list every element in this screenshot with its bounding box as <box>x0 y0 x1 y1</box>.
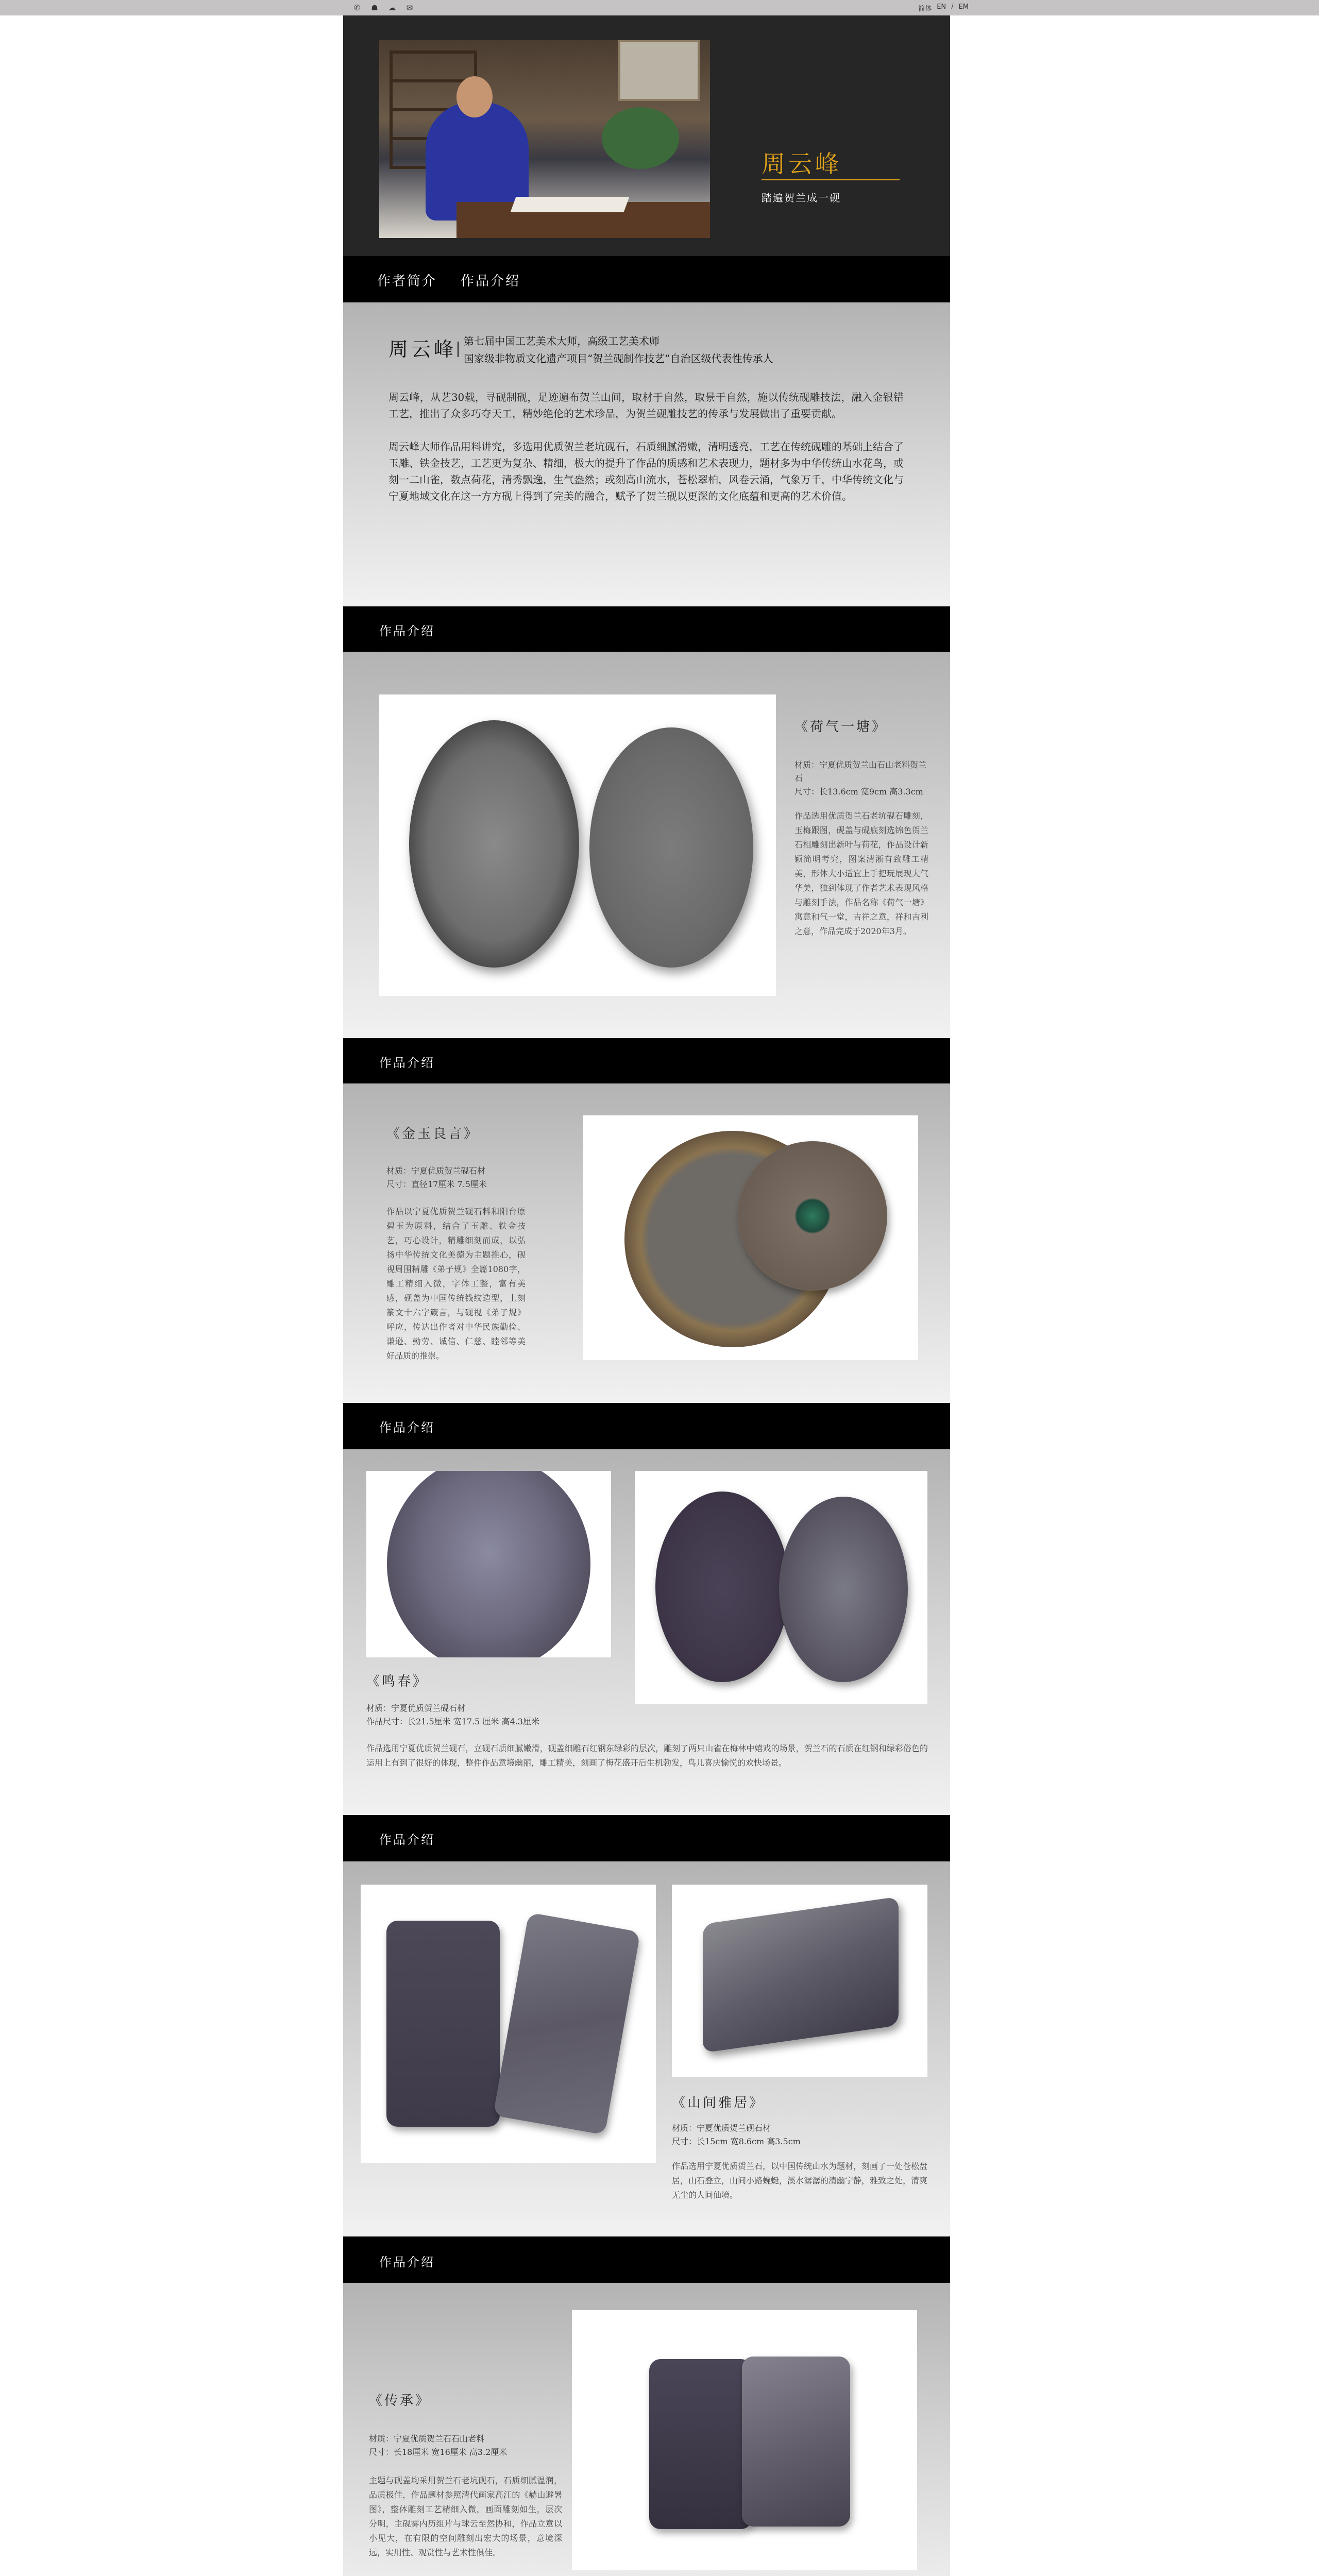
work-spec-line: 材质：宁夏优质贺兰砚石材 <box>386 1166 486 1176</box>
lang-en-link[interactable]: EN <box>937 3 946 11</box>
work-spec-line: 尺寸：长13.6cm 宽9cm 高3.3cm <box>794 787 923 796</box>
bio-section <box>343 302 950 606</box>
contact-icons <box>352 3 414 12</box>
language-switcher <box>918 3 969 13</box>
work-4-image-closed <box>672 1885 927 2077</box>
bio-title-line: 第七届中国工艺美术大师，高级工艺美术师 <box>464 335 660 347</box>
work-2-image <box>583 1115 918 1360</box>
hero-subtitle: 踏遍贺兰成一砚 <box>762 192 841 204</box>
tab-artist-intro[interactable]: 作者简介 <box>377 274 437 289</box>
top-utility-bar <box>0 0 1319 15</box>
section-title: 作品介绍 <box>379 1056 435 1070</box>
bio-paragraph-1: 周云峰，从艺30载，寻砚制砚，足迹遍布贺兰山间，取材于自然，取景于自然，施以传统砚雕技法，融入金银错工艺，推出了众多巧夺天工，精妙绝伦的艺术珍品，为贺兰砚雕技艺的传承与发展做出了重要贡献。 <box>388 391 904 420</box>
work-1-section <box>343 652 950 1038</box>
work-5-description: 主题与砚盖均采用贺兰石老坑砚石，石质细腻温润，品质极佳，作品题材参照清代画家高江的《赫山避暑图》，整体雕刻工艺精细入微，画面雕刻如生，层次分明，主砚雾内历组片与球云至然协和，作品立意以小见大，在有限的空间雕刻出宏大的场景，意境深远，实用性、观赏性与艺术性俱佳。 <box>369 2476 562 2557</box>
section-header-bar <box>343 1815 950 1861</box>
work-1-image <box>379 694 776 996</box>
hero-artist-name: 周云峰 <box>762 150 842 178</box>
lang-zh-link[interactable]: 简体 <box>918 5 932 13</box>
bio-artist-name: 周云峰 <box>388 338 457 361</box>
work-3-spec <box>366 1702 624 1728</box>
section-header-bar <box>343 606 950 652</box>
section-title: 作品介绍 <box>379 2255 435 2269</box>
bio-paragraph-2: 周云峰大师作品用料讲究，多选用优质贺兰老坑砚石，石质细腻滑嫩，清明透亮，工艺在传统砚雕的基础上结合了玉雕、铁金技艺，工艺更为复杂、精细，极大的提升了作品的质感和艺术表现力，题材多为中华传统山水花鸟，或刻一二山雀，数点荷花，清秀飘逸，生气盎然；或刻高山流水，苍松翠柏，风卷云涌，气象万千，中华传统文化与宁夏地域文化在这一方方砚上得到了完美的融合，赋予了贺兰砚以更深的文化底蕴和更高的艺术价值。 <box>388 440 904 502</box>
work-3-title: 《鸣春》 <box>366 1674 429 1689</box>
work-2-spec <box>386 1164 526 1191</box>
section-title: 作品介绍 <box>379 1420 435 1435</box>
bio-separator <box>458 342 459 357</box>
work-4-section <box>343 1861 950 2236</box>
work-spec-line: 材质：宁夏优质贺兰山石山老料贺兰石 <box>794 760 927 783</box>
work-2-section <box>343 1083 950 1403</box>
work-4-title: 《山间雅居》 <box>672 2095 765 2111</box>
section-title: 作品介绍 <box>379 1833 435 1847</box>
work-1-description: 作品选用优质贺兰石老坑砚石雕刻，玉梅跟图，砚盖与砚底刻选锦色贺兰石相雕刻出新叶与荷花，作品设计新颖简明考究，图案清淅有致雕工精美，形体大小适宜上手把玩展现大气华美，独到体现了作者艺术表现风格与雕刻手法，作品名称《荷气一塘》寓意和气一堂，吉祥之意，祥和吉利之意，作品完成于2020年3月。 <box>794 811 928 936</box>
tab-works-intro[interactable]: 作品介绍 <box>461 274 521 289</box>
work-1-spec <box>794 758 928 799</box>
work-2-description: 作品以宁夏优质贺兰砚石料和阳台原碧玉为原料，结合了玉雕、铁金技艺，巧心设计，精雕细刻而成，以弘扬中华传统文化美德为主题推心，砚视周围精雕《弟子规》全篇1080字，雕工精细入微，字体工整，富有美感，砚盖为中国传统钱纹造型，上刻篆文十六字箴言，与砚视《弟子规》呼应，传达出作者对中华民族勤俭、谦逊、勤劳、诚信、仁慈、睦邻等美好品质的推崇。 <box>386 1207 526 1361</box>
artist-photo <box>379 40 710 238</box>
user-icon[interactable]: ☗ <box>371 3 378 12</box>
work-spec-line: 作品尺寸：长21.5厘米 宽17.5 厘米 高4.3厘米 <box>366 1717 539 1726</box>
work-spec-line: 材质：宁夏优质贺兰石石山老料 <box>369 2434 485 2444</box>
work-3-description: 作品选用宁夏优质贺兰砚石，立砚石质细腻嫩滑，砚盖细雕石红钢东绿彩的层次，雕刻了两只山雀在梅林中嬉戏的场景，贺兰石的石质在红钢和绿彩俗色的运用上有到了很好的体现，整件作品意境幽丽，雕工精美，刻画了梅花盛开后生机勃发，鸟儿喜庆愉悦的欢快场景。 <box>366 1743 928 1768</box>
work-3-section <box>343 1449 950 1815</box>
bio-titles <box>464 332 773 367</box>
work-spec-line: 尺寸：长18厘米 宽16厘米 高3.2厘米 <box>369 2447 508 2457</box>
bio-title-line: 国家级非物质文化遗产项目“贺兰砚制作技艺”自治区级代表性传承人 <box>464 352 773 365</box>
work-4-spec <box>672 2122 927 2148</box>
chat-icon[interactable]: ☁ <box>388 3 396 12</box>
section-header-bar <box>343 1038 950 1083</box>
main-nav <box>343 256 950 302</box>
hero-banner <box>343 15 950 256</box>
section-title: 作品介绍 <box>379 624 435 638</box>
lang-em-link[interactable]: EM <box>958 3 969 11</box>
work-3-image-lid <box>366 1471 611 1657</box>
work-5-title: 《传承》 <box>369 2393 431 2409</box>
lang-separator: / <box>951 3 954 11</box>
work-5-spec <box>369 2432 565 2459</box>
work-spec-line: 材质：宁夏优质贺兰砚石材 <box>366 1703 466 1713</box>
work-spec-line: 尺寸：长15cm 宽8.6cm 高3.5cm <box>672 2137 801 2146</box>
work-5-image <box>572 2310 917 2570</box>
work-spec-line: 尺寸：直径17厘米 7.5厘米 <box>386 1179 487 1189</box>
phone-icon[interactable]: ✆ <box>353 3 361 12</box>
work-4-image-open <box>361 1885 656 2163</box>
work-3-image-set <box>635 1471 927 1704</box>
work-2-title: 《金玉良言》 <box>386 1126 480 1142</box>
work-spec-line: 材质：宁夏优质贺兰砚石材 <box>672 2123 771 2133</box>
section-header-bar <box>343 2236 950 2283</box>
mail-icon[interactable]: ✉ <box>406 3 413 12</box>
section-header-bar <box>343 1403 950 1449</box>
work-1-title: 《荷气一塘》 <box>794 719 888 735</box>
work-4-description: 作品选用宁夏优质贺兰石，以中国传统山水为题材，刻画了一处苍松盘居，山石叠立，山间小路蜿蜒，溪水潺潺的清幽宁静，雅致之处，清爽无尘的人间仙境。 <box>672 2161 928 2200</box>
hero-divider <box>762 179 900 180</box>
work-5-section <box>343 2283 950 2576</box>
